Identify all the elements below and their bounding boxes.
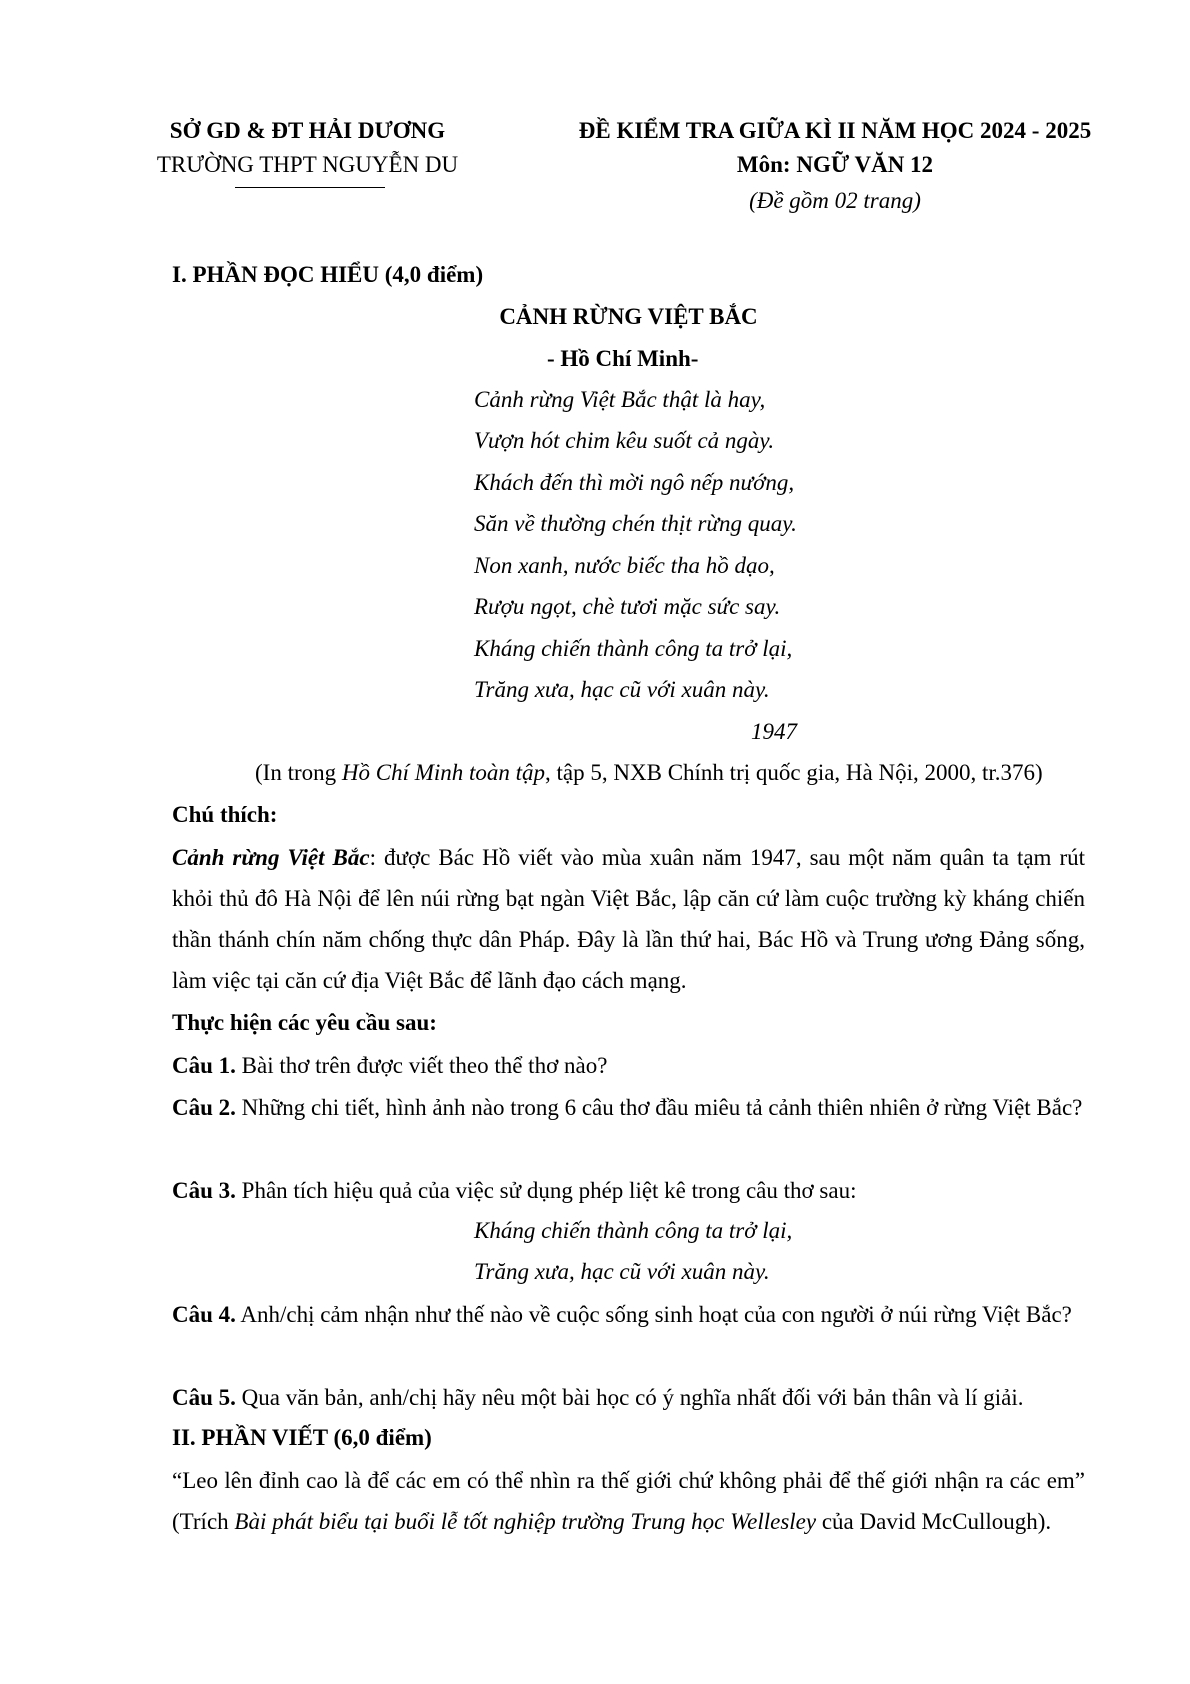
source-suffix: , tập 5, NXB Chính trị quốc gia, Hà Nội, 2000, tr.376) bbox=[545, 760, 1043, 785]
note-term: Cảnh rừng Việt Bắc bbox=[172, 845, 370, 870]
poem-line: Kháng chiến thành công ta trở lại, bbox=[474, 636, 793, 661]
note-text: : được Bác Hồ viết vào mùa xuân năm 1947, sau một năm quân ta tạm rút khỏi thủ đô Hà Nội để lên núi rừng bạt ngàn Việt Bắc, lập căn cứ làm cuộc trường kỳ kháng chiến thần thánh chín năm chống thực dân Pháp. Đây là lần thứ hai, Bác Hồ và Trung ương Đảng sống, làm việc tại căn cứ địa Việt Bắc để lãnh đạo cách mạng. bbox=[172, 845, 1085, 993]
poem-line: Cảnh rừng Việt Bắc thật là hay, bbox=[474, 387, 766, 412]
poem-author: - Hồ Chí Minh- bbox=[547, 346, 699, 371]
poem-line: Săn về thường chén thịt rừng quay. bbox=[474, 511, 797, 536]
department-name: SỞ GD & ĐT HẢI DƯƠNG bbox=[169, 118, 446, 143]
question-5 bbox=[172, 1377, 1085, 1418]
task-heading: Thực hiện các yêu cầu sau: bbox=[172, 1010, 437, 1035]
quoted-line: Kháng chiến thành công ta trở lại, bbox=[474, 1218, 793, 1243]
question-label: Câu 5. bbox=[172, 1385, 236, 1410]
question-text: Phân tích hiệu quả của việc sử dụng phép liệt kê trong câu thơ sau: bbox=[235, 1178, 857, 1203]
poem-line: Rượu ngọt, chè tươi mặc sức say. bbox=[474, 594, 781, 619]
exam-title: ĐỀ KIỂM TRA GIỮA KÌ II NĂM HỌC 2024 - 2025 bbox=[578, 118, 1092, 143]
question-label: Câu 3. bbox=[172, 1178, 236, 1203]
poem-line: Trăng xưa, hạc cũ với xuân này. bbox=[474, 677, 770, 702]
source-book: Hồ Chí Minh toàn tập bbox=[341, 760, 546, 785]
exam-subject: Môn: NGỮ VĂN 12 bbox=[736, 152, 934, 177]
pages-note: (Đề gồm 02 trang) bbox=[749, 188, 921, 213]
header-divider bbox=[235, 187, 385, 188]
prompt-source: Bài phát biểu tại buổi lễ tốt nghiệp trường Trung học Wellesley bbox=[234, 1509, 817, 1534]
question-text: Anh/chị cảm nhận như thế nào về cuộc sống sinh hoạt của con người ở núi rừng Việt Bắc? bbox=[235, 1302, 1072, 1327]
question-label: Câu 1. bbox=[172, 1053, 236, 1078]
poem-line: Khách đến thì mời ngô nếp nướng, bbox=[474, 470, 795, 495]
prompt-suffix: của David McCullough). bbox=[816, 1509, 1052, 1534]
question-3 bbox=[172, 1170, 1085, 1211]
poem-line: Non xanh, nước biếc tha hồ dạo, bbox=[474, 553, 775, 578]
school-name: TRƯỜNG THPT NGUYỄN DU bbox=[156, 152, 459, 177]
question-text: Qua văn bản, anh/chị hãy nêu một bài học có ý nghĩa nhất đối với bản thân và lí giải. bbox=[235, 1385, 1024, 1410]
note-paragraph bbox=[172, 837, 1085, 1001]
question-text: Bài thơ trên được viết theo thể thơ nào? bbox=[235, 1053, 608, 1078]
question-4 bbox=[172, 1294, 1085, 1335]
poem-line: Vượn hót chim kêu suốt cả ngày. bbox=[474, 428, 775, 453]
question-2 bbox=[172, 1087, 1085, 1128]
poem-year: 1947 bbox=[751, 719, 797, 744]
question-label: Câu 2. bbox=[172, 1095, 236, 1120]
section-reading-heading: I. PHẦN ĐỌC HIỂU (4,0 điểm) bbox=[172, 262, 484, 287]
poem-title: CẢNH RỪNG VIỆT BẮC bbox=[499, 304, 758, 329]
question-1 bbox=[172, 1045, 1085, 1086]
writing-prompt bbox=[172, 1460, 1085, 1542]
poem-source bbox=[255, 758, 1043, 788]
question-label: Câu 4. bbox=[172, 1302, 236, 1327]
section-writing-heading: II. PHẦN VIẾT (6,0 điểm) bbox=[172, 1425, 432, 1450]
note-heading: Chú thích: bbox=[172, 802, 278, 827]
quoted-line: Trăng xưa, hạc cũ với xuân này. bbox=[474, 1259, 770, 1284]
question-text: Những chi tiết, hình ảnh nào trong 6 câu thơ đầu miêu tả cảnh thiên nhiên ở rừng Việt Bắc? bbox=[235, 1095, 1083, 1120]
source-prefix: (In trong bbox=[255, 760, 342, 785]
prompt-quote: “Leo lên đỉnh cao là để các em có thể nhìn ra thế giới chứ không phải để thế giới nhận ra các em” (Trích bbox=[172, 1468, 1085, 1534]
